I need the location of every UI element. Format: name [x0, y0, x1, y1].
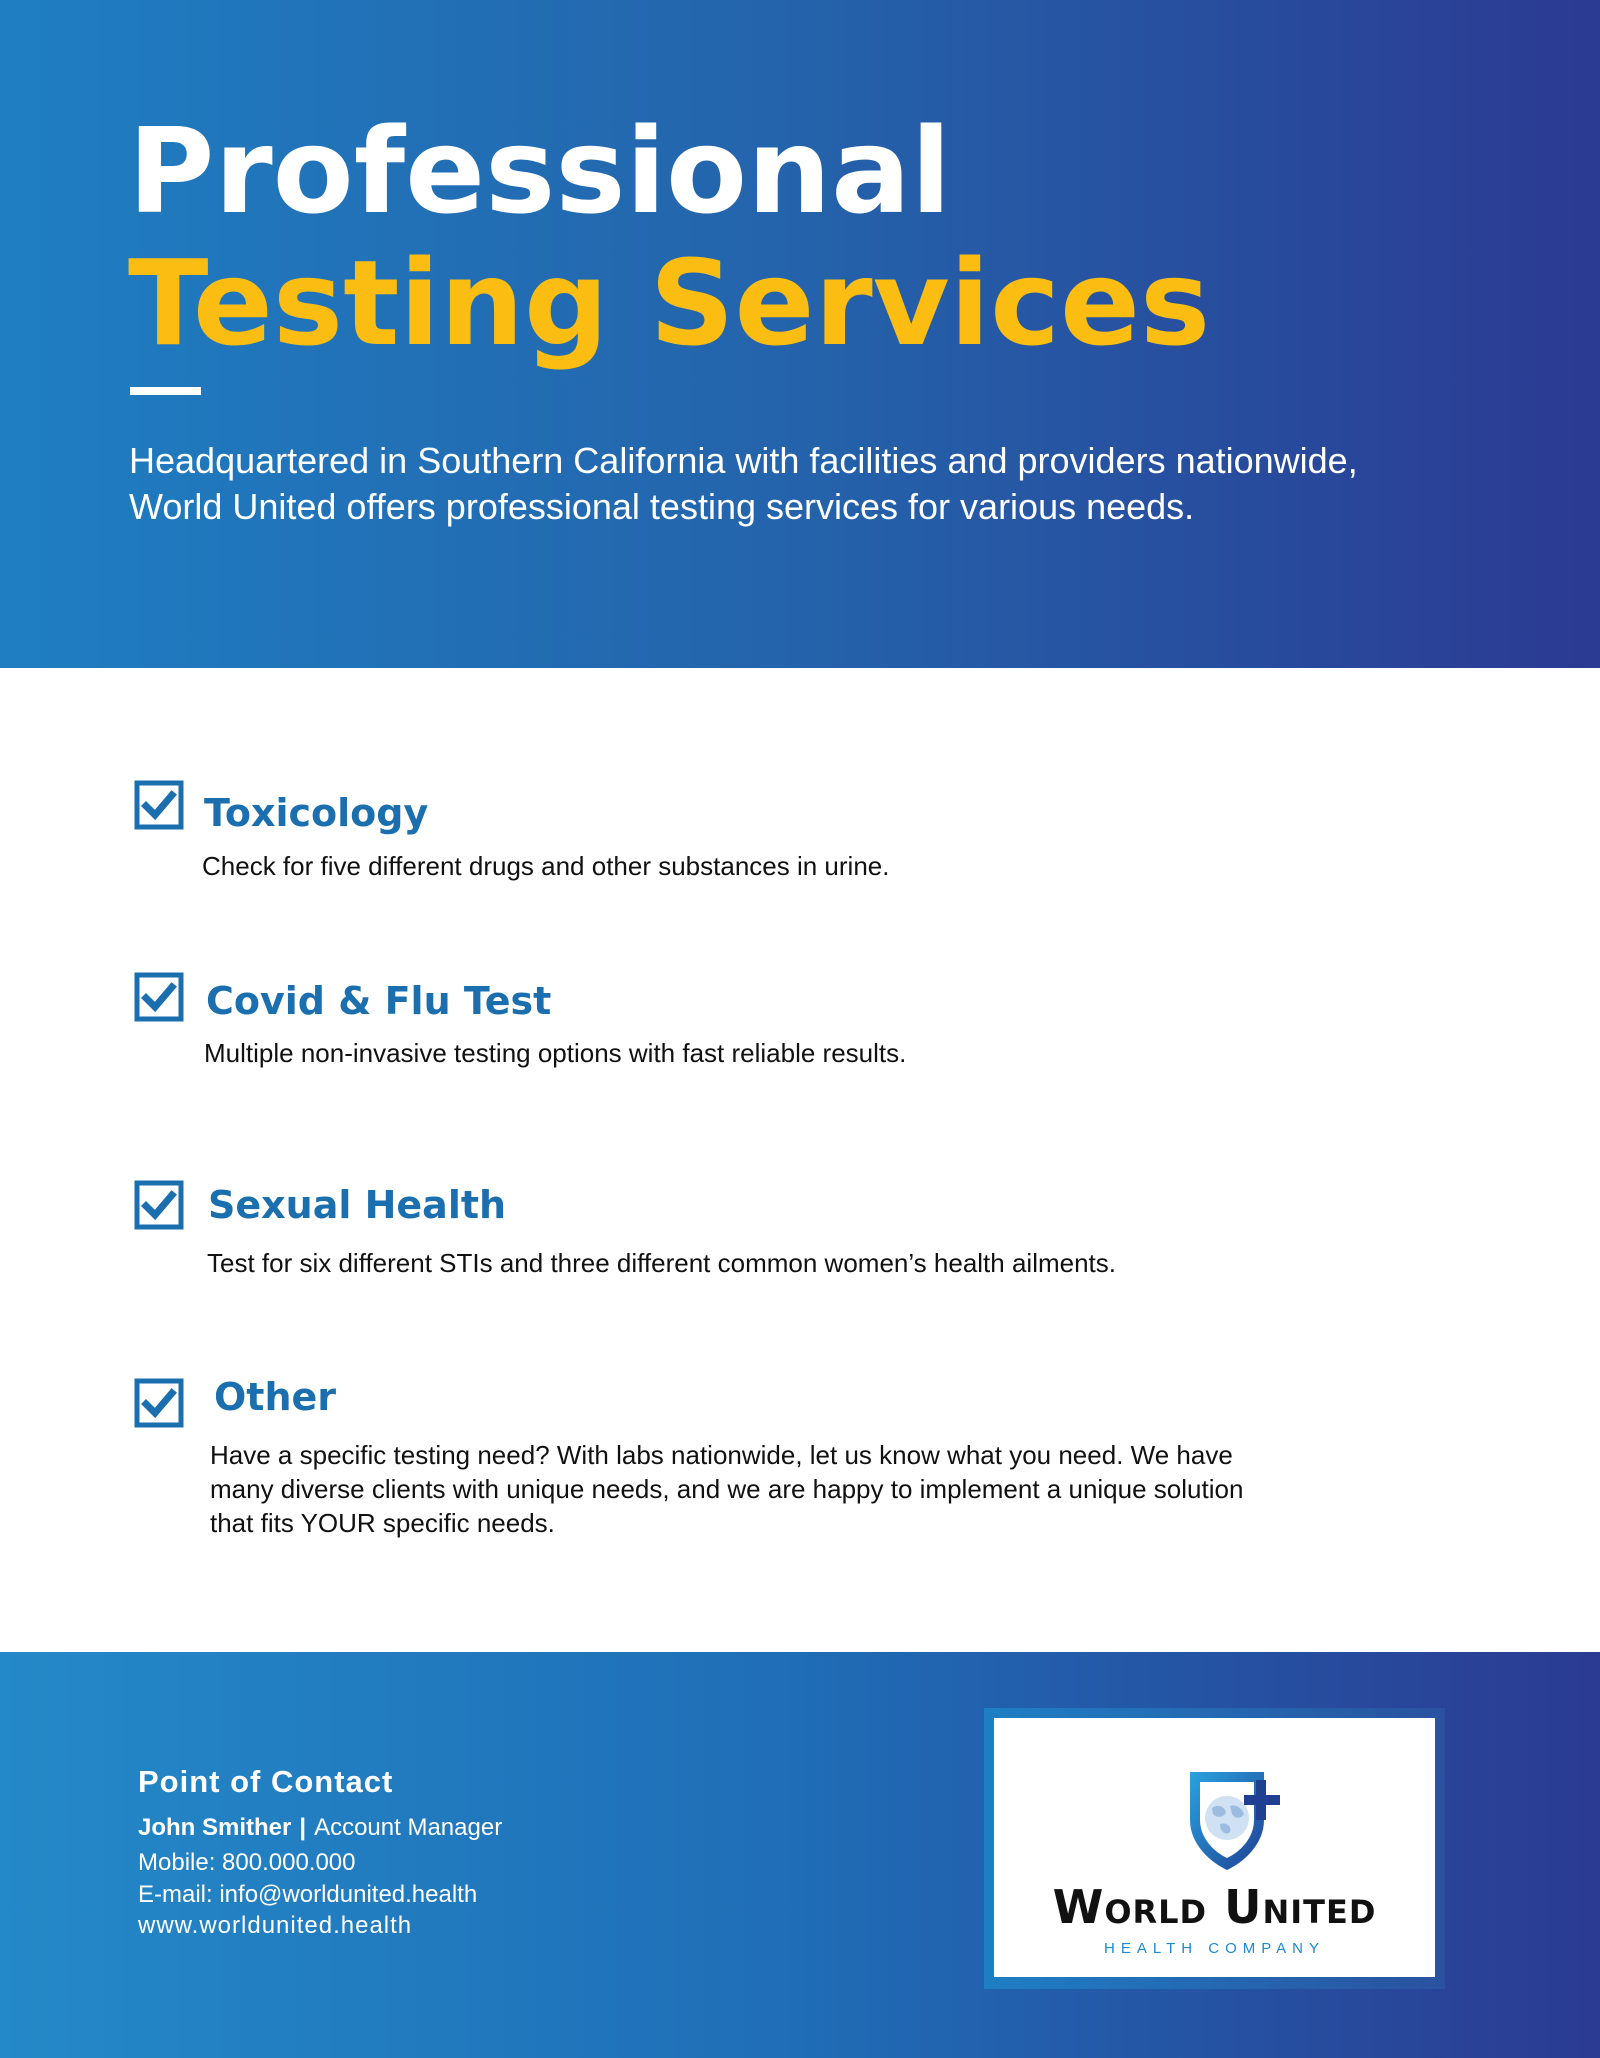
service-title: Sexual Health: [208, 1183, 507, 1227]
checkbox-icon: [134, 972, 184, 1022]
intro-paragraph: [129, 438, 1529, 530]
intro-line: World United offers professional testing services for various needs.: [129, 486, 1195, 527]
logo-frame: [984, 1708, 1445, 1989]
description-line: Have a specific testing need? With labs nationwide, let us know what you need. We have: [210, 1440, 1233, 1470]
contact-heading: Point of Contact: [138, 1764, 394, 1799]
description-line: that fits YOUR specific needs.: [210, 1508, 555, 1538]
shield-cross-globe-icon: [1180, 1766, 1288, 1874]
title-divider: [130, 387, 201, 395]
page-title-line-1: Professional: [128, 102, 952, 240]
service-description: Check for five different drugs and other substances in urine.: [202, 851, 890, 881]
contact-name: John Smither: [138, 1814, 292, 1841]
contact-person: [138, 1814, 502, 1842]
checkbox-icon: [134, 780, 184, 830]
contact-role: Account Manager: [314, 1814, 503, 1841]
page-title-line-2: Testing Services: [128, 234, 1211, 372]
checkbox-icon: [134, 1180, 184, 1230]
logo-wordmark: World United: [1052, 1880, 1377, 1934]
service-description: Multiple non-invasive testing options with fast reliable results.: [204, 1038, 907, 1068]
contact-website[interactable]: www.worldunited.health: [138, 1912, 413, 1939]
logo-tagline: HEALTH COMPANY: [1104, 1940, 1325, 1957]
company-logo: [994, 1718, 1435, 1977]
contact-separator: |: [299, 1814, 307, 1841]
service-description: Test for six different STIs and three different common women’s health ailments.: [207, 1248, 1116, 1278]
contact-mobile: Mobile: 800.000.000: [138, 1849, 356, 1876]
contact-email[interactable]: E-mail: info@worldunited.health: [138, 1881, 478, 1908]
checkbox-icon: [134, 1378, 184, 1428]
service-title: Other: [214, 1375, 337, 1419]
description-line: many diverse clients with unique needs, and we are happy to implement a unique solution: [210, 1474, 1244, 1504]
intro-line: Headquartered in Southern California with facilities and providers nationwide,: [129, 440, 1358, 481]
service-title: Toxicology: [204, 791, 429, 835]
service-title: Covid & Flu Test: [206, 979, 552, 1023]
service-description: [210, 1438, 1243, 1540]
